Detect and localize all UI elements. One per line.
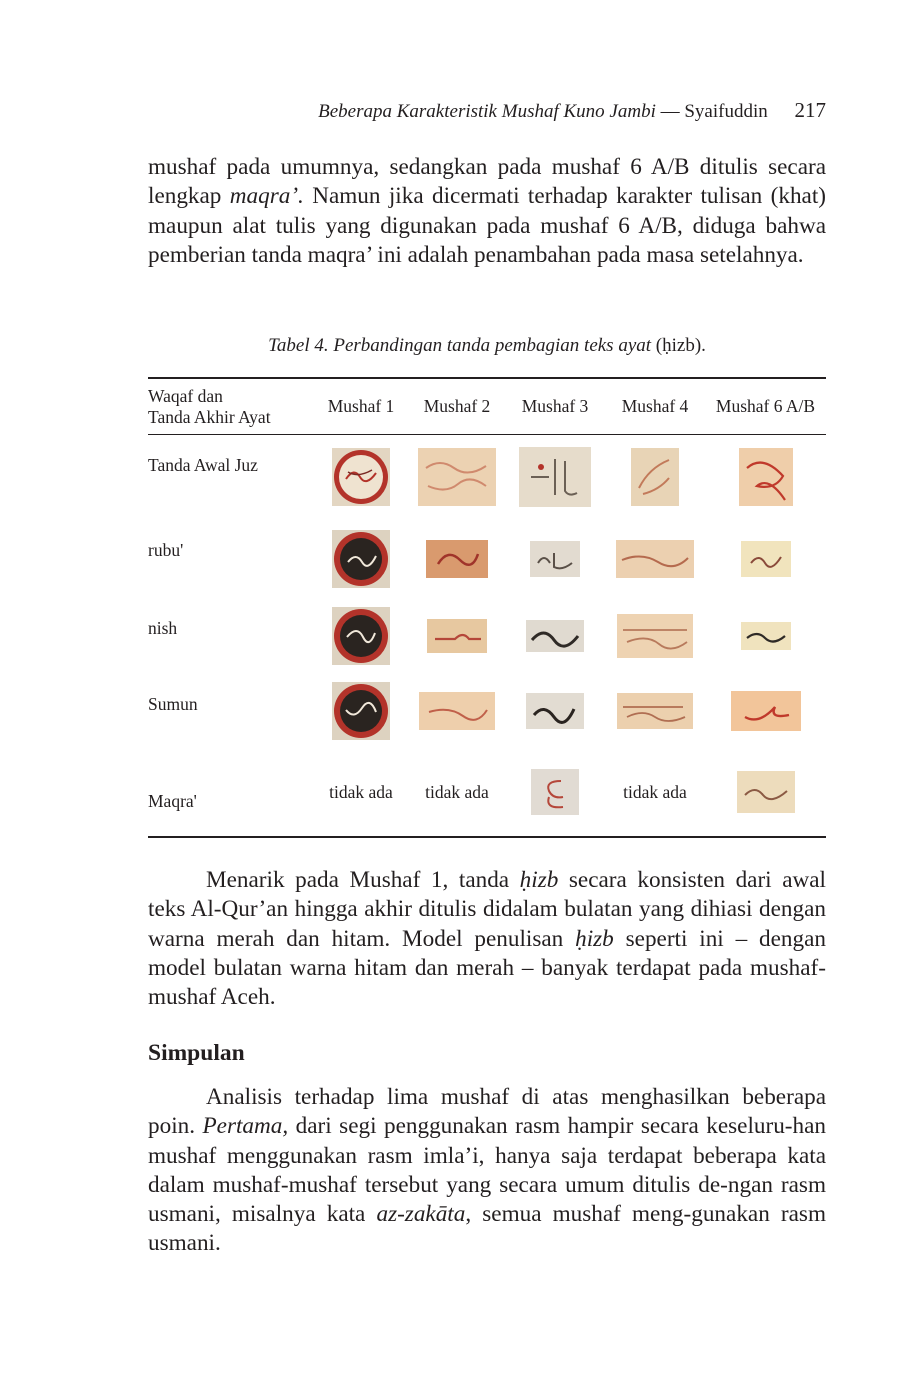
header-mushaf-1: Mushaf 1 (327, 396, 395, 416)
calligraphy-image (418, 448, 496, 506)
calligraphy-image (617, 693, 693, 729)
calligraphy-image (741, 622, 791, 650)
header-mushaf-2: Mushaf 2 (423, 396, 491, 416)
calligraphy-image (427, 619, 487, 653)
paragraph-2-text: Menarik pada Mushaf 1, tanda (206, 867, 520, 893)
header-label (148, 378, 313, 435)
running-head-author: — Syaifuddin (660, 101, 768, 122)
row-label (148, 435, 313, 520)
calligraphy-image (741, 541, 791, 577)
calligraphy-image (617, 614, 693, 658)
header-mushaf-4: Mushaf 4 (621, 396, 689, 416)
medallion-image (332, 448, 390, 506)
page-number: 217 (794, 98, 826, 122)
row-label (148, 749, 313, 837)
hizb-comparison-table (148, 377, 826, 838)
paragraph-3-italic-2: az-zakāta (376, 1201, 466, 1228)
table-row (148, 520, 826, 598)
paragraph-1-text-2: Namun jika dicermati terhadap karakter tulisan (khat) maupun alat tulis yang digunakan pada mushaf 6 A/B, diduga bahwa pemberian tanda maqra’ ini adalah penambahan pada masa setelahnya. (148, 183, 827, 268)
running-head-title: Beberapa Karakteristik Mushaf Kuno Jambi (318, 101, 656, 122)
cell (313, 520, 409, 598)
table-caption-term: (ḥizb). (655, 335, 706, 356)
calligraphy-image (531, 769, 579, 815)
calligraphy-image (530, 541, 580, 577)
header-label-line-2: Tanda Akhir Ayat (148, 406, 271, 427)
table-row (148, 749, 826, 837)
cell (505, 749, 605, 837)
section-heading: Simpulan (148, 1040, 245, 1066)
row-label (148, 598, 313, 674)
row-label (148, 520, 313, 598)
row-label-text: rubu' (148, 539, 184, 560)
running-head (318, 98, 826, 123)
cell (409, 520, 505, 598)
header-mushaf-3: Mushaf 3 (521, 396, 589, 416)
table-row (148, 435, 826, 520)
medallion-image (332, 530, 390, 588)
paragraph-2 (148, 866, 826, 1012)
cell (705, 520, 826, 598)
cell (409, 674, 505, 749)
calligraphy-image (426, 540, 488, 578)
row-label-text: Sumun (148, 693, 198, 714)
medallion-image (332, 607, 390, 665)
paragraph-3-text-3: , semua mushaf meng-gunakan rasm usmani. (148, 1201, 826, 1257)
cell (313, 435, 409, 520)
table-caption (148, 335, 826, 357)
row-label-text: Tanda Awal Juz (148, 455, 258, 475)
cell (505, 520, 605, 598)
calligraphy-image (731, 691, 801, 731)
row-label-text: nish (148, 617, 178, 638)
cell (605, 435, 705, 520)
cell-not-available: tidak ada (623, 781, 687, 802)
cell (705, 749, 826, 837)
cell (605, 674, 705, 749)
medallion-image (332, 682, 390, 740)
calligraphy-image (616, 540, 694, 578)
header-mushaf-6ab: Mushaf 6 A/B (715, 396, 816, 416)
paragraph-2-text-3: seperti ini – dengan model bulatan warna hitam dan merah – banyak terdapat pada mushaf-mushaf Aceh. (148, 925, 826, 1011)
cell (705, 598, 826, 674)
header-label-line-1: Waqaf dan (148, 385, 223, 406)
paragraph-1-italic: maqra’. (229, 183, 304, 210)
calligraphy-image (519, 447, 591, 507)
row-label-text: Maqra' (148, 790, 197, 811)
cell (505, 435, 605, 520)
paragraph-3 (148, 1083, 826, 1259)
paragraph-1 (148, 153, 826, 270)
cell (705, 674, 826, 749)
calligraphy-image (526, 693, 584, 729)
cell-not-available: tidak ada (329, 781, 393, 802)
table-header-row (148, 378, 826, 435)
calligraphy-image (419, 692, 495, 730)
cell (409, 435, 505, 520)
calligraphy-image (526, 620, 584, 652)
calligraphy-image (737, 771, 795, 813)
cell (505, 674, 605, 749)
table-caption-text: Tabel 4. Perbandingan tanda pembagian teks ayat (268, 335, 652, 356)
calligraphy-image (631, 448, 679, 506)
calligraphy-image (739, 448, 793, 506)
cell (705, 435, 826, 520)
cell (409, 598, 505, 674)
paragraph-3-italic: Pertama, (202, 1113, 289, 1140)
table-row (148, 674, 826, 749)
paragraph-1-body (148, 182, 826, 270)
paragraph-1-line-1: mushaf pada umumnya, sedangkan pada mushaf 6 A/B ditulis secara (148, 154, 826, 180)
cell-not-available: tidak ada (425, 781, 489, 802)
paragraph-2-text-2: secara konsisten dari awal teks Al-Qur’an hingga akhir ditulis didalam bulatan yang dihiasi dengan warna merah dan hitam. Model penulisan (148, 867, 826, 952)
row-label (148, 674, 313, 749)
paragraph-1-text: lengkap (148, 183, 230, 210)
cell (313, 598, 409, 674)
paragraph-3-text-2: dari segi penggunakan rasm hampir secara keseluru-han mushaf menggunakan rasm imla’i, hanya saja terdapat beberapa kata dalam mushaf-mushaf tersebut yang secara umum ditulis de-ngan rasm usmani, misalnya kata (148, 1113, 826, 1228)
cell (605, 598, 705, 674)
paragraph-3-text: Analisis terhadap lima mushaf di atas menghasilkan beberapa poin. (148, 1084, 826, 1140)
paragraph-2-italic: ḥizb (519, 867, 559, 893)
table-row (148, 598, 826, 674)
cell (505, 598, 605, 674)
paragraph-2-italic-2: ḥizb (575, 925, 614, 952)
cell (313, 674, 409, 749)
cell (605, 520, 705, 598)
